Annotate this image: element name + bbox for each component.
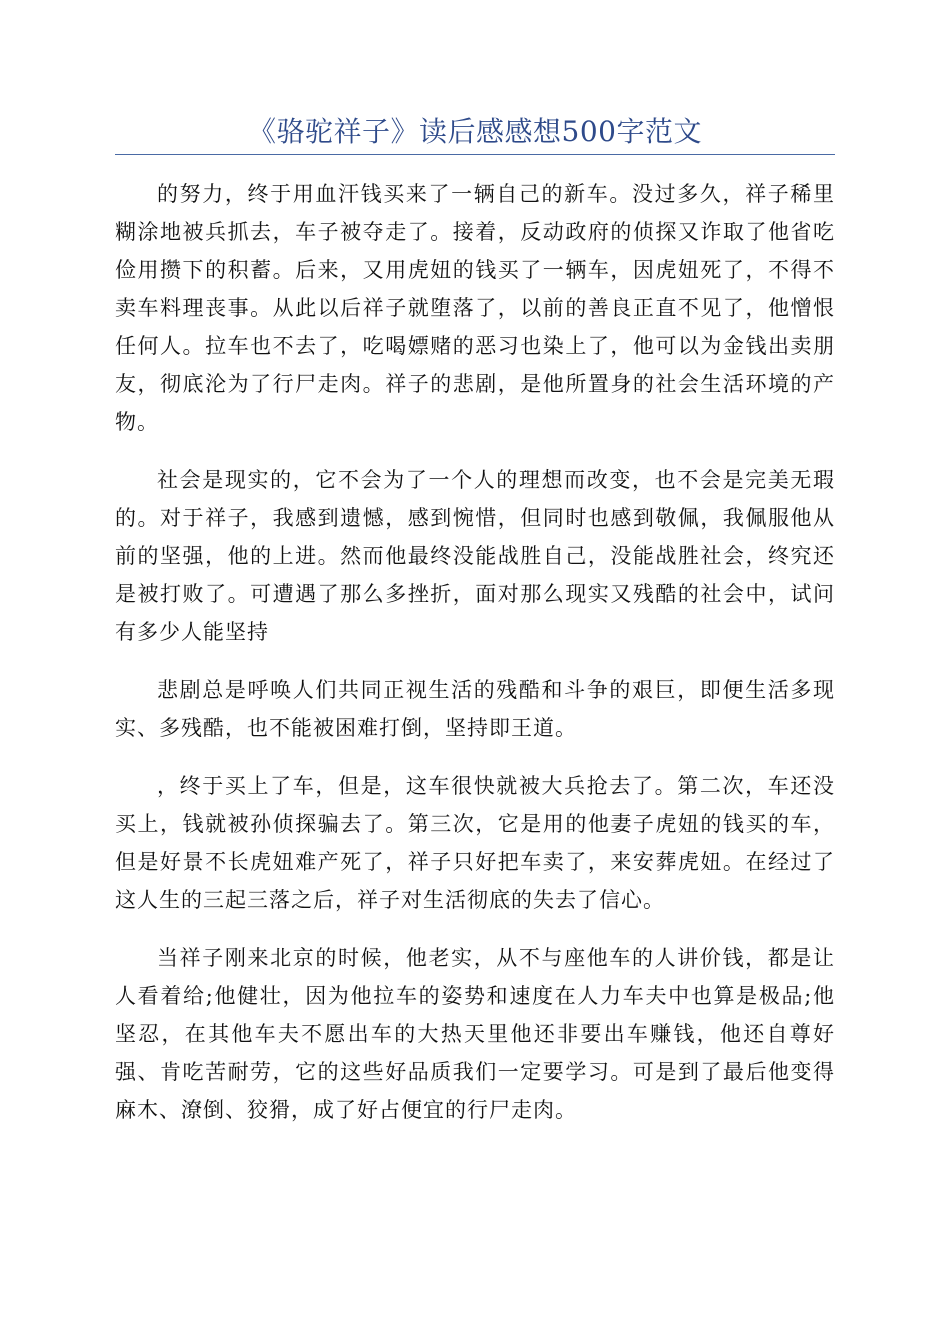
document-body (115, 175, 835, 1149)
paragraph-3: 悲剧总是呼唤人们共同正视生活的残酷和斗争的艰巨，即便生活多现实、多残酷，也不能被困难打倒，坚持即王道。 (115, 678, 835, 740)
paragraph-2: 社会是现实的，它不会为了一个人的理想而改变，也不会是完美无瑕的。对于祥子，我感到遗憾，感到惋惜，但同时也感到敬佩，我佩服他从前的坚强，他的上进。然而他最终没能战胜自己，没能战胜社会，终究还是被打败了。可遭遇了那么多挫折，面对那么现实又残酷的社会中，试问有多少人能坚持 (115, 468, 835, 644)
paragraph-1: 的努力，终于用血汗钱买来了一辆自己的新车。没过多久，祥子稀里糊涂地被兵抓去，车子被夺走了。接着，反动政府的侦探又诈取了他省吃俭用攒下的积蓄。后来，又用虎妞的钱买了一辆车，因虎妞死了，不得不卖车料理丧事。从此以后祥子就堕落了，以前的善良正直不见了，他憎恨任何人。拉车也不去了，吃喝嫖赌的恶习也染上了，他可以为金钱出卖朋友，彻底沦为了行尸走肉。祥子的悲剧，是他所置身的社会生活环境的产物。 (115, 182, 835, 434)
title-underline (115, 154, 835, 155)
paragraph-5: 当祥子刚来北京的时候，他老实，从不与座他车的人讲价钱，都是让人看着给;他健壮，因为他拉车的姿势和速度在人力车夫中也算是极品;他坚忍，在其他车夫不愿出车的大热天里他还非要出车赚钱，他还自尊好强、肯吃苦耐劳，它的这些好品质我们一定要学习。可是到了最后他变得麻木、潦倒、狡猾，成了好占便宜的行尸走肉。 (115, 946, 835, 1122)
document-title: 《骆驼祥子》读后感感想500字范文 (248, 115, 702, 148)
paragraph-4: ，终于买上了车，但是，这车很快就被大兵抢去了。第二次，车还没买上，钱就被孙侦探骗去了。第三次，它是用的他妻子虎妞的钱买的车，但是好景不长虎妞难产死了，祥子只好把车卖了，来安葬虎妞。在经过了这人生的三起三落之后，祥子对生活彻底的失去了信心。 (115, 774, 835, 912)
